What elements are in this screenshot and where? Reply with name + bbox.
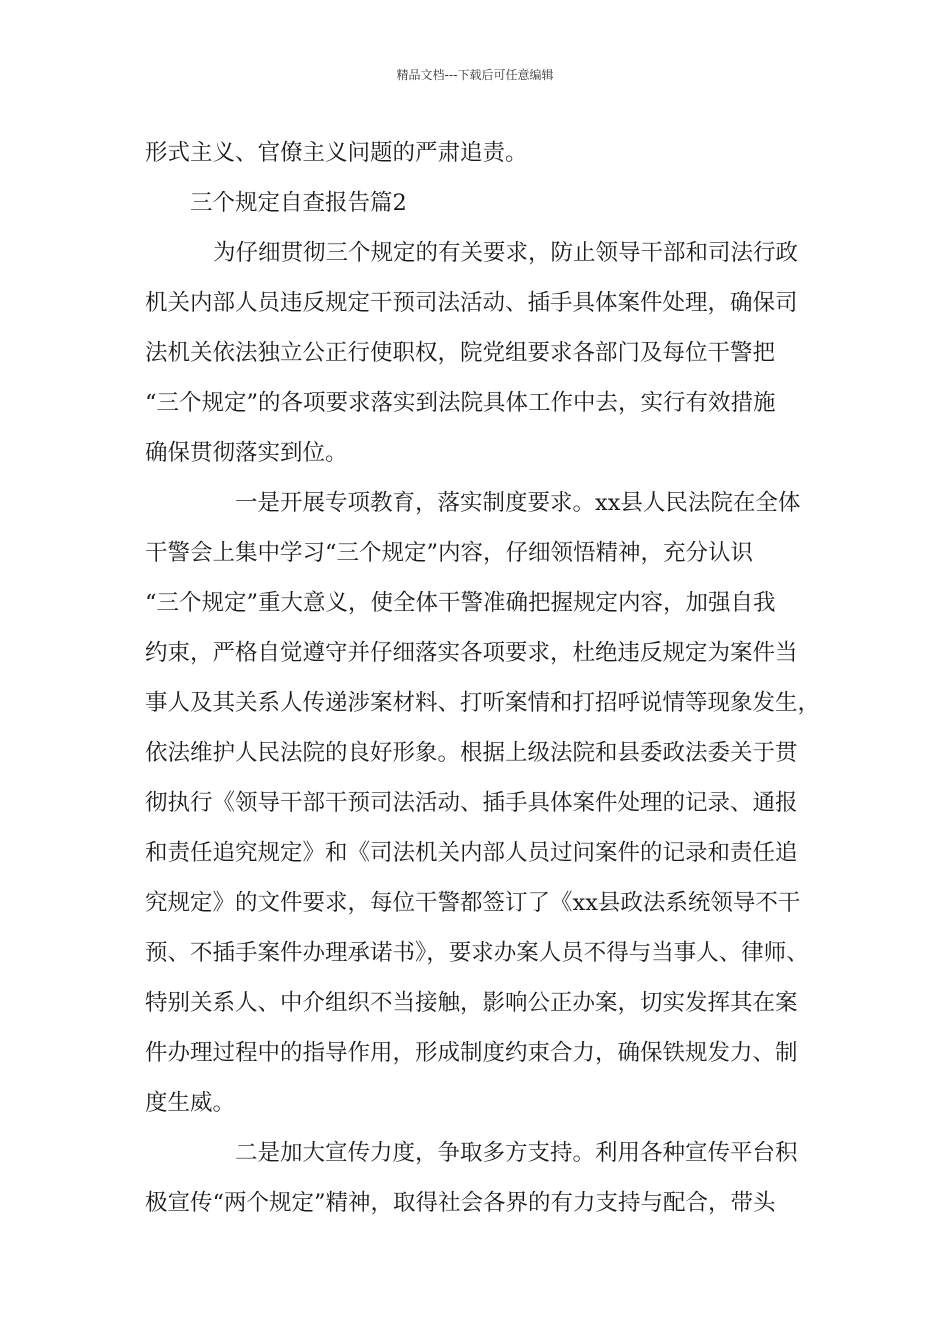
text-line: 确保贯彻落实到位。	[145, 440, 348, 466]
text-line: “三个规定”的各项要求落实到法院具体工作中去，实行有效措施	[145, 390, 776, 416]
text-line: 究规定》的文件要求，每位干警都签订了《xx县政法系统领导不干	[145, 890, 801, 916]
page-header: 精品文档---下载后可任意编辑	[396, 68, 554, 82]
text-line: 件办理过程中的指导作用，形成制度约束合力，确保铁规发力、制	[145, 1040, 798, 1066]
text-line: 形式主义、官僚主义问题的严肃追责。	[145, 140, 528, 166]
text-line: 特别关系人、中介组织不当接触，影响公正办案，切实发挥其在案	[145, 990, 798, 1016]
text-line: 机关内部人员违反规定干预司法活动、插手具体案件处理，确保司	[145, 290, 798, 316]
text-line: 一是开展专项教育，落实制度要求。xx县人民法院在全体	[235, 490, 801, 516]
text-line: 为仔细贯彻三个规定的有关要求，防止领导干部和司法行政	[213, 240, 799, 266]
text-line: 二是加大宣传力度，争取多方支持。利用各种宣传平台积	[235, 1140, 798, 1166]
text-line: 法机关依法独立公正行使职权，院党组要求各部门及每位干警把	[145, 340, 776, 366]
text-line: 度生威。	[145, 1090, 236, 1116]
text-line: 极宣传“两个规定”精神，取得社会各界的有力支持与配合，带头	[145, 1190, 776, 1216]
text-line: 事人及其关系人传递涉案材料、打听案情和打招呼说情等现象发生，	[145, 690, 821, 716]
text-line: 和责任追究规定》和《司法机关内部人员过问案件的记录和责任追	[145, 840, 798, 866]
text-line: 彻执行《领导干部干预司法活动、插手具体案件处理的记录、通报	[145, 790, 798, 816]
section-heading: 三个规定自查报告篇2	[190, 190, 407, 216]
text-line: 预、不插手案件办理承诺书》，要求办案人员不得与当事人、律师、	[145, 940, 809, 966]
text-line: 干警会上集中学习“三个规定”内容，仔细领悟精神，充分认识	[145, 540, 754, 566]
text-line: 依法维护人民法院的良好形象。根据上级法院和县委政法委关于贯	[145, 740, 798, 766]
text-line: “三个规定”重大意义，使全体干警准确把握规定内容，加强自我	[145, 590, 776, 616]
text-line: 约束，严格自觉遵守并仔细落实各项要求，杜绝违反规定为案件当	[145, 640, 798, 666]
